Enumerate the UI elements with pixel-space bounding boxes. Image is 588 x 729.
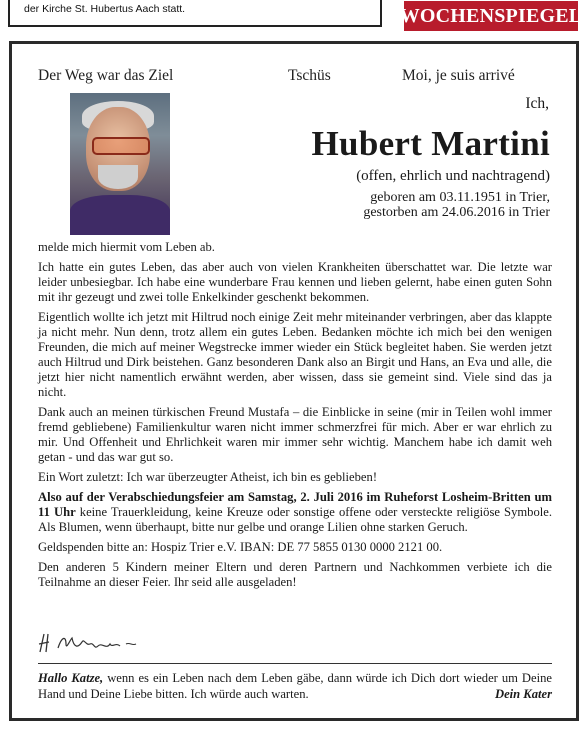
previous-notice-text: der Kirche St. Hubertus Aach statt. bbox=[24, 3, 186, 15]
deceased-name: Hubert Martini bbox=[311, 124, 550, 163]
closing-signature: Dein Kater bbox=[494, 687, 552, 701]
motto-2: Tschüs bbox=[288, 67, 331, 84]
wochenspiegel-logo: WOCHENSPIEGEL bbox=[404, 1, 578, 31]
paragraph-atheist: Ein Wort zuletzt: Ich war überzeugter Atheist, ich bin es geblieben! bbox=[38, 470, 378, 484]
closing-greeting: Hallo Katze, bbox=[38, 671, 104, 685]
handwritten-signature bbox=[36, 630, 146, 656]
closing-message bbox=[38, 670, 552, 702]
paragraph-exclusion: Den anderen 5 Kindern meiner Eltern und deren Partnern und Nachkommen verbiete ich die Teilnahme an dieser Feier. Ihr seid alle ausgeladen! bbox=[38, 560, 552, 589]
ceremony-wishes: keine Trauerkleidung, keine Kreuze oder sonstige offene oder versteckte religiöse Symbole. Als Blumen, wenn überhaupt, bitte nur gelbe und orange Lilien ohne starken Geruch. bbox=[38, 505, 552, 534]
ceremony-details: Also auf der Verabschiedungsfeier am Samstag, 2. Juli 2016 im Ruheforst Losheim-Britten um 11 Uhr bbox=[38, 490, 552, 519]
closing-text: wenn es ein Leben nach dem Leben gäbe, dann würde ich Dich dort wieder um Deine Hand und Deine Liebe bitten. Ich würde auch warten. bbox=[38, 671, 553, 701]
intro-word: Ich, bbox=[525, 95, 549, 112]
birth-line: geboren am 03.11.1951 in Trier, bbox=[370, 190, 550, 205]
death-line: gestorben am 24.06.2016 in Trier bbox=[363, 205, 550, 220]
paragraph-thanks: Eigentlich wollte ich jetzt mit Hiltrud noch einige Zeit mehr miteinander verbringen, aber das klappte ja nicht mehr. Nun denn, trotz allem ein gutes Leben. Bedanken möchte ich mich bei den wenigen Freunden, die mich auf meiner Wegstrecke immer wieder ein Stück begleitet haben. Sie werden jetzt auch Hiltrud und Dirk beistehen. Ganz besonderen Dank also an Birgit und Hans, an Eva und alle, die jetzt hier nicht namentlich erwähnt werden, aber wissen, dass sie gemeint sind. Viele sind das ja nicht. bbox=[38, 310, 552, 399]
previous-notice-box bbox=[8, 0, 382, 27]
closing-divider bbox=[38, 663, 552, 664]
paragraph-donations: Geldspenden bitte an: Hospiz Trier e.V. IBAN: DE 77 5855 0130 0000 2121 00. bbox=[38, 540, 443, 554]
motto-3: Moi, je suis arrivé bbox=[402, 67, 515, 84]
paragraph-ceremony bbox=[38, 490, 552, 535]
paragraph-life: Ich hatte ein gutes Leben, das aber auch von vielen Krankheiten überschattet war. Die letzte war leider unbesiegbar. Ich habe eine wunderbare Frau kennen und lieben gelernt, habe einen guten Sohn mit ihr gezeugt und zwei tolle Enkelkinder geschenkt bekommen. bbox=[38, 260, 552, 304]
portrait-photo bbox=[70, 93, 170, 235]
paragraph-mustafa: Dank auch an meinen türkischen Freund Mustafa – die Einblicke in seine (mir in Teilen wohl immer fremd gebliebene) Familienkultur waren nicht immer schmerzfrei für mich. Aber er war ehrlich zu mir. Und Offenheit und Ehrlichkeit waren mir immer sehr wichtig. Manchem habe ich damit weh getan - und das war gut so. bbox=[38, 405, 552, 464]
obituary-body bbox=[38, 240, 552, 595]
name-descriptor: (offen, ehrlich und nachtragend) bbox=[356, 168, 550, 184]
paragraph-signoff: melde mich hiermit vom Leben ab. bbox=[38, 240, 215, 254]
motto-1: Der Weg war das Ziel bbox=[38, 67, 174, 84]
